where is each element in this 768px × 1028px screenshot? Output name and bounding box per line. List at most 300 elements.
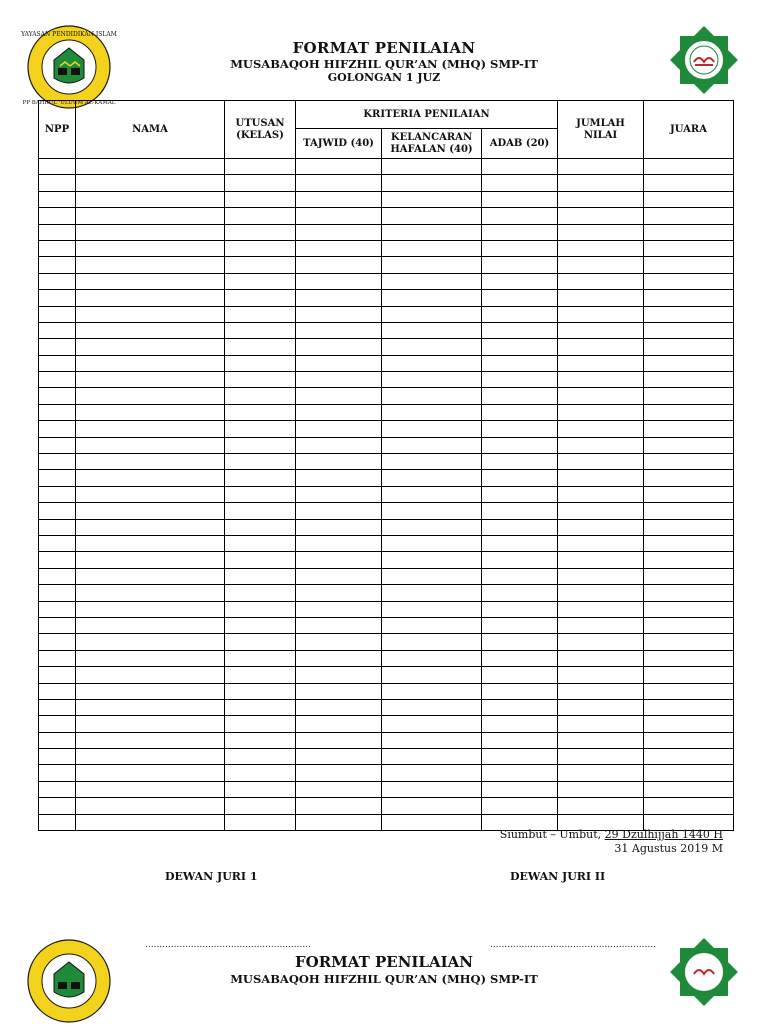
table-cell[interactable] xyxy=(644,486,734,502)
table-cell[interactable] xyxy=(39,650,76,666)
table-cell[interactable] xyxy=(39,257,76,273)
table-cell[interactable] xyxy=(296,421,382,437)
table-cell[interactable] xyxy=(296,716,382,732)
table-cell[interactable] xyxy=(382,175,482,191)
table-cell[interactable] xyxy=(558,503,644,519)
table-cell[interactable] xyxy=(382,601,482,617)
table-cell[interactable] xyxy=(76,437,225,453)
table-cell[interactable] xyxy=(644,683,734,699)
table-cell[interactable] xyxy=(558,716,644,732)
table-cell[interactable] xyxy=(644,388,734,404)
table-cell[interactable] xyxy=(76,503,225,519)
table-cell[interactable] xyxy=(644,372,734,388)
table-cell[interactable] xyxy=(482,224,558,240)
table-cell[interactable] xyxy=(482,601,558,617)
table-cell[interactable] xyxy=(225,732,296,748)
table-cell[interactable] xyxy=(76,486,225,502)
table-cell[interactable] xyxy=(296,306,382,322)
table-cell[interactable] xyxy=(225,519,296,535)
table-cell[interactable] xyxy=(39,273,76,289)
table-cell[interactable] xyxy=(296,175,382,191)
table-cell[interactable] xyxy=(225,388,296,404)
table-cell[interactable] xyxy=(225,634,296,650)
table-cell[interactable] xyxy=(644,798,734,814)
table-cell[interactable] xyxy=(482,683,558,699)
table-cell[interactable] xyxy=(225,585,296,601)
table-cell[interactable] xyxy=(382,552,482,568)
table-cell[interactable] xyxy=(558,650,644,666)
table-cell[interactable] xyxy=(644,765,734,781)
table-cell[interactable] xyxy=(482,175,558,191)
table-cell[interactable] xyxy=(558,781,644,797)
table-cell[interactable] xyxy=(644,437,734,453)
table-cell[interactable] xyxy=(558,437,644,453)
table-cell[interactable] xyxy=(225,503,296,519)
table-cell[interactable] xyxy=(39,322,76,338)
table-cell[interactable] xyxy=(644,454,734,470)
table-cell[interactable] xyxy=(482,765,558,781)
table-cell[interactable] xyxy=(558,388,644,404)
table-cell[interactable] xyxy=(39,404,76,420)
table-cell[interactable] xyxy=(39,208,76,224)
table-cell[interactable] xyxy=(76,339,225,355)
table-cell[interactable] xyxy=(382,322,482,338)
table-cell[interactable] xyxy=(39,699,76,715)
table-cell[interactable] xyxy=(76,208,225,224)
table-cell[interactable] xyxy=(39,355,76,371)
table-cell[interactable] xyxy=(39,454,76,470)
table-cell[interactable] xyxy=(76,552,225,568)
table-cell[interactable] xyxy=(382,454,482,470)
table-cell[interactable] xyxy=(225,290,296,306)
table-cell[interactable] xyxy=(225,404,296,420)
table-cell[interactable] xyxy=(39,814,76,830)
table-cell[interactable] xyxy=(225,535,296,551)
table-cell[interactable] xyxy=(76,454,225,470)
table-cell[interactable] xyxy=(225,716,296,732)
table-cell[interactable] xyxy=(296,404,382,420)
table-cell[interactable] xyxy=(482,388,558,404)
table-cell[interactable] xyxy=(644,339,734,355)
table-cell[interactable] xyxy=(382,240,482,256)
table-cell[interactable] xyxy=(39,617,76,633)
table-cell[interactable] xyxy=(225,814,296,830)
table-cell[interactable] xyxy=(558,224,644,240)
table-cell[interactable] xyxy=(482,159,558,175)
table-cell[interactable] xyxy=(644,240,734,256)
table-cell[interactable] xyxy=(382,159,482,175)
table-cell[interactable] xyxy=(76,421,225,437)
table-cell[interactable] xyxy=(225,257,296,273)
table-cell[interactable] xyxy=(558,765,644,781)
table-cell[interactable] xyxy=(482,454,558,470)
table-cell[interactable] xyxy=(225,322,296,338)
table-cell[interactable] xyxy=(382,699,482,715)
table-cell[interactable] xyxy=(382,667,482,683)
table-cell[interactable] xyxy=(39,519,76,535)
table-cell[interactable] xyxy=(382,650,482,666)
table-cell[interactable] xyxy=(482,568,558,584)
table-cell[interactable] xyxy=(482,716,558,732)
table-cell[interactable] xyxy=(482,749,558,765)
table-cell[interactable] xyxy=(644,470,734,486)
table-cell[interactable] xyxy=(644,290,734,306)
table-cell[interactable] xyxy=(482,257,558,273)
table-cell[interactable] xyxy=(644,585,734,601)
table-cell[interactable] xyxy=(76,175,225,191)
table-cell[interactable] xyxy=(382,765,482,781)
table-cell[interactable] xyxy=(225,372,296,388)
table-cell[interactable] xyxy=(644,601,734,617)
table-cell[interactable] xyxy=(76,634,225,650)
table-cell[interactable] xyxy=(225,650,296,666)
table-cell[interactable] xyxy=(482,306,558,322)
table-cell[interactable] xyxy=(39,159,76,175)
table-cell[interactable] xyxy=(482,552,558,568)
table-cell[interactable] xyxy=(296,798,382,814)
table-cell[interactable] xyxy=(482,781,558,797)
table-cell[interactable] xyxy=(76,716,225,732)
table-cell[interactable] xyxy=(382,486,482,502)
table-cell[interactable] xyxy=(296,765,382,781)
table-cell[interactable] xyxy=(482,535,558,551)
table-cell[interactable] xyxy=(644,749,734,765)
table-cell[interactable] xyxy=(482,798,558,814)
table-cell[interactable] xyxy=(296,535,382,551)
table-cell[interactable] xyxy=(382,208,482,224)
table-cell[interactable] xyxy=(644,175,734,191)
table-cell[interactable] xyxy=(225,208,296,224)
table-cell[interactable] xyxy=(76,765,225,781)
table-cell[interactable] xyxy=(558,601,644,617)
table-cell[interactable] xyxy=(225,552,296,568)
table-cell[interactable] xyxy=(382,470,482,486)
table-cell[interactable] xyxy=(382,388,482,404)
table-cell[interactable] xyxy=(225,667,296,683)
table-cell[interactable] xyxy=(382,617,482,633)
table-cell[interactable] xyxy=(225,306,296,322)
table-cell[interactable] xyxy=(39,667,76,683)
table-cell[interactable] xyxy=(558,322,644,338)
table-cell[interactable] xyxy=(225,437,296,453)
table-cell[interactable] xyxy=(644,257,734,273)
table-cell[interactable] xyxy=(482,617,558,633)
table-cell[interactable] xyxy=(558,404,644,420)
table-cell[interactable] xyxy=(225,421,296,437)
table-cell[interactable] xyxy=(296,273,382,289)
table-cell[interactable] xyxy=(225,454,296,470)
table-cell[interactable] xyxy=(76,257,225,273)
table-cell[interactable] xyxy=(644,552,734,568)
table-cell[interactable] xyxy=(644,781,734,797)
table-cell[interactable] xyxy=(225,699,296,715)
table-cell[interactable] xyxy=(644,503,734,519)
table-cell[interactable] xyxy=(558,355,644,371)
table-cell[interactable] xyxy=(225,765,296,781)
table-cell[interactable] xyxy=(39,388,76,404)
table-cell[interactable] xyxy=(558,617,644,633)
table-cell[interactable] xyxy=(296,224,382,240)
table-cell[interactable] xyxy=(558,175,644,191)
table-cell[interactable] xyxy=(76,470,225,486)
table-cell[interactable] xyxy=(296,486,382,502)
table-cell[interactable] xyxy=(39,716,76,732)
table-cell[interactable] xyxy=(296,699,382,715)
table-cell[interactable] xyxy=(296,322,382,338)
table-cell[interactable] xyxy=(76,240,225,256)
table-cell[interactable] xyxy=(382,781,482,797)
table-cell[interactable] xyxy=(644,535,734,551)
table-cell[interactable] xyxy=(39,224,76,240)
table-cell[interactable] xyxy=(39,798,76,814)
table-cell[interactable] xyxy=(39,191,76,207)
table-cell[interactable] xyxy=(39,421,76,437)
table-cell[interactable] xyxy=(296,749,382,765)
table-cell[interactable] xyxy=(382,535,482,551)
table-cell[interactable] xyxy=(644,421,734,437)
table-cell[interactable] xyxy=(76,585,225,601)
table-cell[interactable] xyxy=(225,273,296,289)
table-cell[interactable] xyxy=(558,454,644,470)
table-cell[interactable] xyxy=(382,306,482,322)
table-cell[interactable] xyxy=(644,355,734,371)
table-cell[interactable] xyxy=(382,257,482,273)
table-cell[interactable] xyxy=(39,765,76,781)
table-cell[interactable] xyxy=(558,519,644,535)
table-cell[interactable] xyxy=(39,749,76,765)
table-cell[interactable] xyxy=(482,290,558,306)
table-cell[interactable] xyxy=(382,798,482,814)
table-cell[interactable] xyxy=(39,437,76,453)
table-cell[interactable] xyxy=(225,617,296,633)
table-cell[interactable] xyxy=(482,732,558,748)
table-cell[interactable] xyxy=(225,749,296,765)
table-cell[interactable] xyxy=(39,486,76,502)
table-cell[interactable] xyxy=(558,699,644,715)
table-cell[interactable] xyxy=(382,814,482,830)
table-cell[interactable] xyxy=(296,372,382,388)
table-cell[interactable] xyxy=(76,191,225,207)
table-cell[interactable] xyxy=(76,617,225,633)
table-cell[interactable] xyxy=(296,568,382,584)
table-cell[interactable] xyxy=(382,191,482,207)
table-cell[interactable] xyxy=(76,732,225,748)
table-cell[interactable] xyxy=(558,683,644,699)
table-cell[interactable] xyxy=(76,273,225,289)
table-cell[interactable] xyxy=(558,585,644,601)
table-cell[interactable] xyxy=(382,503,482,519)
table-cell[interactable] xyxy=(296,240,382,256)
table-cell[interactable] xyxy=(296,650,382,666)
table-cell[interactable] xyxy=(382,290,482,306)
table-cell[interactable] xyxy=(225,191,296,207)
table-cell[interactable] xyxy=(644,568,734,584)
table-cell[interactable] xyxy=(76,601,225,617)
table-cell[interactable] xyxy=(382,404,482,420)
table-cell[interactable] xyxy=(558,339,644,355)
table-cell[interactable] xyxy=(644,634,734,650)
table-cell[interactable] xyxy=(296,585,382,601)
table-cell[interactable] xyxy=(644,208,734,224)
table-cell[interactable] xyxy=(558,732,644,748)
table-cell[interactable] xyxy=(482,486,558,502)
table-cell[interactable] xyxy=(225,224,296,240)
table-cell[interactable] xyxy=(482,339,558,355)
table-cell[interactable] xyxy=(382,716,482,732)
table-cell[interactable] xyxy=(482,404,558,420)
table-cell[interactable] xyxy=(296,634,382,650)
table-cell[interactable] xyxy=(296,667,382,683)
table-cell[interactable] xyxy=(39,372,76,388)
table-cell[interactable] xyxy=(644,667,734,683)
table-cell[interactable] xyxy=(482,650,558,666)
table-cell[interactable] xyxy=(76,650,225,666)
table-cell[interactable] xyxy=(558,372,644,388)
table-cell[interactable] xyxy=(296,339,382,355)
table-cell[interactable] xyxy=(382,519,482,535)
table-cell[interactable] xyxy=(558,486,644,502)
table-cell[interactable] xyxy=(225,486,296,502)
table-cell[interactable] xyxy=(225,798,296,814)
table-cell[interactable] xyxy=(558,240,644,256)
table-cell[interactable] xyxy=(76,306,225,322)
table-cell[interactable] xyxy=(382,372,482,388)
table-cell[interactable] xyxy=(558,749,644,765)
table-cell[interactable] xyxy=(39,470,76,486)
table-cell[interactable] xyxy=(558,208,644,224)
table-cell[interactable] xyxy=(225,781,296,797)
table-cell[interactable] xyxy=(39,175,76,191)
table-cell[interactable] xyxy=(482,634,558,650)
table-cell[interactable] xyxy=(644,322,734,338)
table-cell[interactable] xyxy=(76,224,225,240)
table-cell[interactable] xyxy=(76,749,225,765)
table-cell[interactable] xyxy=(644,224,734,240)
table-cell[interactable] xyxy=(296,454,382,470)
table-cell[interactable] xyxy=(39,240,76,256)
table-cell[interactable] xyxy=(482,322,558,338)
table-cell[interactable] xyxy=(482,667,558,683)
table-cell[interactable] xyxy=(296,191,382,207)
table-cell[interactable] xyxy=(296,257,382,273)
table-cell[interactable] xyxy=(482,421,558,437)
table-cell[interactable] xyxy=(644,159,734,175)
table-cell[interactable] xyxy=(296,388,382,404)
table-cell[interactable] xyxy=(558,273,644,289)
table-cell[interactable] xyxy=(76,699,225,715)
table-cell[interactable] xyxy=(558,470,644,486)
table-cell[interactable] xyxy=(644,716,734,732)
table-cell[interactable] xyxy=(644,306,734,322)
table-cell[interactable] xyxy=(76,814,225,830)
table-cell[interactable] xyxy=(296,290,382,306)
table-cell[interactable] xyxy=(76,781,225,797)
table-cell[interactable] xyxy=(76,667,225,683)
table-cell[interactable] xyxy=(225,159,296,175)
table-cell[interactable] xyxy=(296,159,382,175)
table-cell[interactable] xyxy=(296,519,382,535)
table-cell[interactable] xyxy=(558,552,644,568)
table-cell[interactable] xyxy=(296,781,382,797)
table-cell[interactable] xyxy=(225,240,296,256)
table-cell[interactable] xyxy=(558,421,644,437)
table-cell[interactable] xyxy=(558,257,644,273)
table-cell[interactable] xyxy=(382,568,482,584)
table-cell[interactable] xyxy=(382,732,482,748)
table-cell[interactable] xyxy=(76,290,225,306)
table-cell[interactable] xyxy=(382,339,482,355)
table-cell[interactable] xyxy=(644,699,734,715)
table-cell[interactable] xyxy=(482,240,558,256)
table-cell[interactable] xyxy=(482,585,558,601)
table-cell[interactable] xyxy=(644,617,734,633)
table-cell[interactable] xyxy=(39,568,76,584)
table-cell[interactable] xyxy=(39,601,76,617)
table-cell[interactable] xyxy=(558,535,644,551)
table-cell[interactable] xyxy=(296,437,382,453)
table-cell[interactable] xyxy=(644,273,734,289)
table-cell[interactable] xyxy=(76,568,225,584)
table-cell[interactable] xyxy=(382,421,482,437)
table-cell[interactable] xyxy=(644,732,734,748)
table-cell[interactable] xyxy=(558,568,644,584)
table-cell[interactable] xyxy=(558,306,644,322)
table-cell[interactable] xyxy=(225,175,296,191)
table-cell[interactable] xyxy=(225,568,296,584)
table-cell[interactable] xyxy=(39,290,76,306)
table-cell[interactable] xyxy=(296,552,382,568)
table-cell[interactable] xyxy=(558,798,644,814)
table-cell[interactable] xyxy=(482,503,558,519)
table-cell[interactable] xyxy=(558,667,644,683)
table-cell[interactable] xyxy=(644,404,734,420)
table-cell[interactable] xyxy=(296,683,382,699)
table-cell[interactable] xyxy=(558,290,644,306)
table-cell[interactable] xyxy=(296,814,382,830)
table-cell[interactable] xyxy=(382,355,482,371)
table-cell[interactable] xyxy=(382,585,482,601)
table-cell[interactable] xyxy=(225,355,296,371)
table-cell[interactable] xyxy=(482,191,558,207)
table-cell[interactable] xyxy=(39,552,76,568)
table-cell[interactable] xyxy=(76,388,225,404)
table-cell[interactable] xyxy=(296,470,382,486)
table-cell[interactable] xyxy=(482,208,558,224)
table-cell[interactable] xyxy=(39,683,76,699)
table-cell[interactable] xyxy=(296,208,382,224)
table-cell[interactable] xyxy=(76,159,225,175)
table-cell[interactable] xyxy=(76,683,225,699)
table-cell[interactable] xyxy=(482,355,558,371)
table-cell[interactable] xyxy=(296,503,382,519)
table-cell[interactable] xyxy=(39,503,76,519)
table-cell[interactable] xyxy=(382,437,482,453)
table-cell[interactable] xyxy=(39,535,76,551)
table-cell[interactable] xyxy=(482,273,558,289)
table-cell[interactable] xyxy=(382,273,482,289)
table-cell[interactable] xyxy=(558,159,644,175)
table-cell[interactable] xyxy=(482,470,558,486)
table-cell[interactable] xyxy=(296,601,382,617)
table-cell[interactable] xyxy=(39,306,76,322)
table-cell[interactable] xyxy=(76,322,225,338)
table-cell[interactable] xyxy=(225,683,296,699)
table-cell[interactable] xyxy=(382,749,482,765)
table-cell[interactable] xyxy=(76,404,225,420)
table-cell[interactable] xyxy=(644,519,734,535)
table-cell[interactable] xyxy=(482,699,558,715)
table-cell[interactable] xyxy=(382,224,482,240)
